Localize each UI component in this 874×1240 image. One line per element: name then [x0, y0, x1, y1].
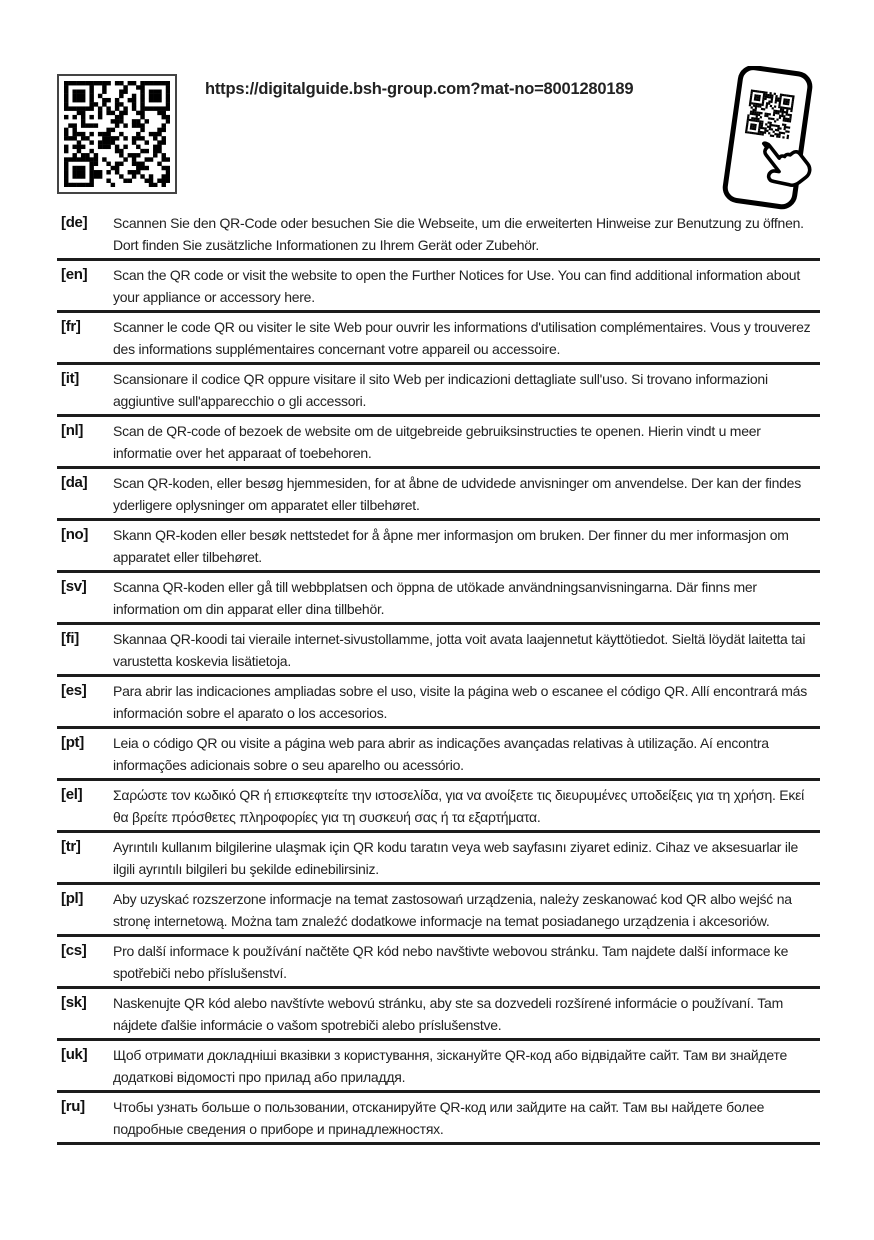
- table-row: [57, 313, 820, 365]
- language-code: [it]: [61, 370, 79, 387]
- digital-guide-url: https://digitalguide.bsh-group.com?mat-no=8001280189: [205, 80, 634, 98]
- language-text: Scannen Sie den QR-Code oder besuchen Sie die Webseite, um die erweiterten Hinweise zur Benutzung zu öffnen. Dort finden Sie zusätzliche Informationen zu Ihrem Gerät oder Zubehör.: [113, 215, 804, 253]
- language-code: [fr]: [61, 318, 81, 335]
- language-text: Para abrir las indicaciones ampliadas sobre el uso, visite la página web o escanee el código QR. Allí encontrará más información sobre el aparato o los accesorios.: [113, 683, 807, 721]
- table-row: [57, 417, 820, 469]
- table-row: [57, 1093, 820, 1145]
- language-text: Scanner le code QR ou visiter le site Web pour ouvrir les informations d'utilisation complémentaires. Vous y trouverez des informations supplémentaires concernant votre appareil ou accessoire.: [113, 319, 811, 357]
- language-code: [fi]: [61, 630, 79, 647]
- language-code: [nl]: [61, 422, 84, 439]
- table-row: [57, 1041, 820, 1093]
- language-code: [no]: [61, 526, 89, 543]
- language-code: [pt]: [61, 734, 84, 751]
- language-text: Skann QR-koden eller besøk nettstedet for å åpne mer informasjon om bruken. Der finner du mer informasjon om apparatet eller tilbehøret.: [113, 527, 789, 565]
- table-row: [57, 937, 820, 989]
- language-text: Scan QR-koden, eller besøg hjemmesiden, for at åbne de udvidede anvisninger om anvendelse. Der kan der findes yderligere oplysninger om apparatet eller tilbehøret.: [113, 475, 801, 513]
- language-instructions-table: [57, 209, 820, 1145]
- table-row: [57, 573, 820, 625]
- table-row: [57, 469, 820, 521]
- language-text: Naskenujte QR kód alebo navštívte webovú stránku, aby ste sa dozvedeli rozšírené informácie o používaní. Tam nájdete ďalšie informácie o vašom spotrebiči alebo príslušenstve.: [113, 995, 783, 1033]
- table-row: [57, 625, 820, 677]
- qr-code-icon: [57, 74, 177, 194]
- language-text: Aby uzyskać rozszerzone informacje na temat zastosowań urządzenia, należy zeskanować kod QR albo wejść na stronę internetową. Można tam znaleźć dodatkowe informacje na temat posiadanego urządzenia i akcesoriów.: [113, 891, 792, 929]
- language-text: Pro další informace k používání načtěte QR kód nebo navštivte webovou stránku. Tam najdete další informace ke spotřebiči nebo příslušenství.: [113, 943, 789, 981]
- table-row: [57, 989, 820, 1041]
- table-row: [57, 261, 820, 313]
- language-text: Skannaa QR-koodi tai vieraile internet-sivustollamme, jotta voit avata laajennetut käyttötiedot. Sieltä löydät laitetta tai varustetta koskevia lisätietoja.: [113, 631, 806, 669]
- page-header: [57, 72, 824, 212]
- table-row: [57, 833, 820, 885]
- table-row: [57, 521, 820, 573]
- language-code: [pl]: [61, 890, 84, 907]
- language-text: Ayrıntılı kullanım bilgilerine ulaşmak için QR kodu taratın veya web sayfasını ziyaret ediniz. Cihaz ve aksesuarlar ile ilgili ayrıntılı bilgileri bu şekilde edinebilirsiniz.: [113, 839, 799, 877]
- language-text: Щоб отримати докладніші вказівки з користування, зіскануйте QR-код або відвідайте сайт. Там ви знайдете додаткові відомості про прилад або приладдя.: [113, 1047, 788, 1085]
- language-code: [de]: [61, 214, 88, 231]
- phone-scan-icon: [710, 66, 822, 216]
- language-code: [tr]: [61, 838, 81, 855]
- language-code: [en]: [61, 266, 88, 283]
- language-code: [da]: [61, 474, 88, 491]
- table-row: [57, 885, 820, 937]
- table-row: [57, 365, 820, 417]
- language-text: Чтобы узнать больше о пользовании, отсканируйте QR-код или зайдите на сайт. Там вы найдете более подробные сведения о приборе и принадлежностях.: [113, 1099, 765, 1137]
- table-row: [57, 209, 820, 261]
- smartphone-icon: [710, 66, 822, 216]
- language-text: Leia o código QR ou visite a página web para abrir as indicações avançadas relativas à utilização. Aí encontra informações adicionais sobre o seu aparelho ou acessório.: [113, 735, 769, 773]
- language-code: [sk]: [61, 994, 87, 1011]
- language-text: Σαρώστε τον κωδικό QR ή επισκεφτείτε την ιστοσελίδα, για να ανοίξετε τις διευρυμένες υποδείξεις για τη χρήση. Εκεί θα βρείτε πρόσθετες πληροφορίες για τη συσκευή σας ή τα εξαρτήματα.: [113, 787, 804, 825]
- table-row: [57, 677, 820, 729]
- language-code: [sv]: [61, 578, 87, 595]
- language-code: [es]: [61, 682, 87, 699]
- language-text: Scan de QR-code of bezoek de website om de uitgebreide gebruiksinstructies te openen. Hierin vindt u meer informatie over het apparaat of toebehoren.: [113, 423, 761, 461]
- table-row: [57, 781, 820, 833]
- language-text: Scan the QR code or visit the website to open the Further Notices for Use. You can find additional information about your appliance or accessory here.: [113, 267, 800, 305]
- language-text: Scansionare il codice QR oppure visitare il sito Web per indicazioni dettagliate sull'uso. Si trovano informazioni aggiuntive sull'apparecchio o gli accessori.: [113, 371, 768, 409]
- language-code: [uk]: [61, 1046, 88, 1063]
- language-code: [cs]: [61, 942, 87, 959]
- qr-code-pattern: [64, 81, 170, 187]
- language-text: Scanna QR-koden eller gå till webbplatsen och öppna de utökade användningsanvisningarna. Där finns mer information om din apparat eller dina tillbehör.: [113, 579, 757, 617]
- language-code: [ru]: [61, 1098, 85, 1115]
- table-row: [57, 729, 820, 781]
- language-code: [el]: [61, 786, 83, 803]
